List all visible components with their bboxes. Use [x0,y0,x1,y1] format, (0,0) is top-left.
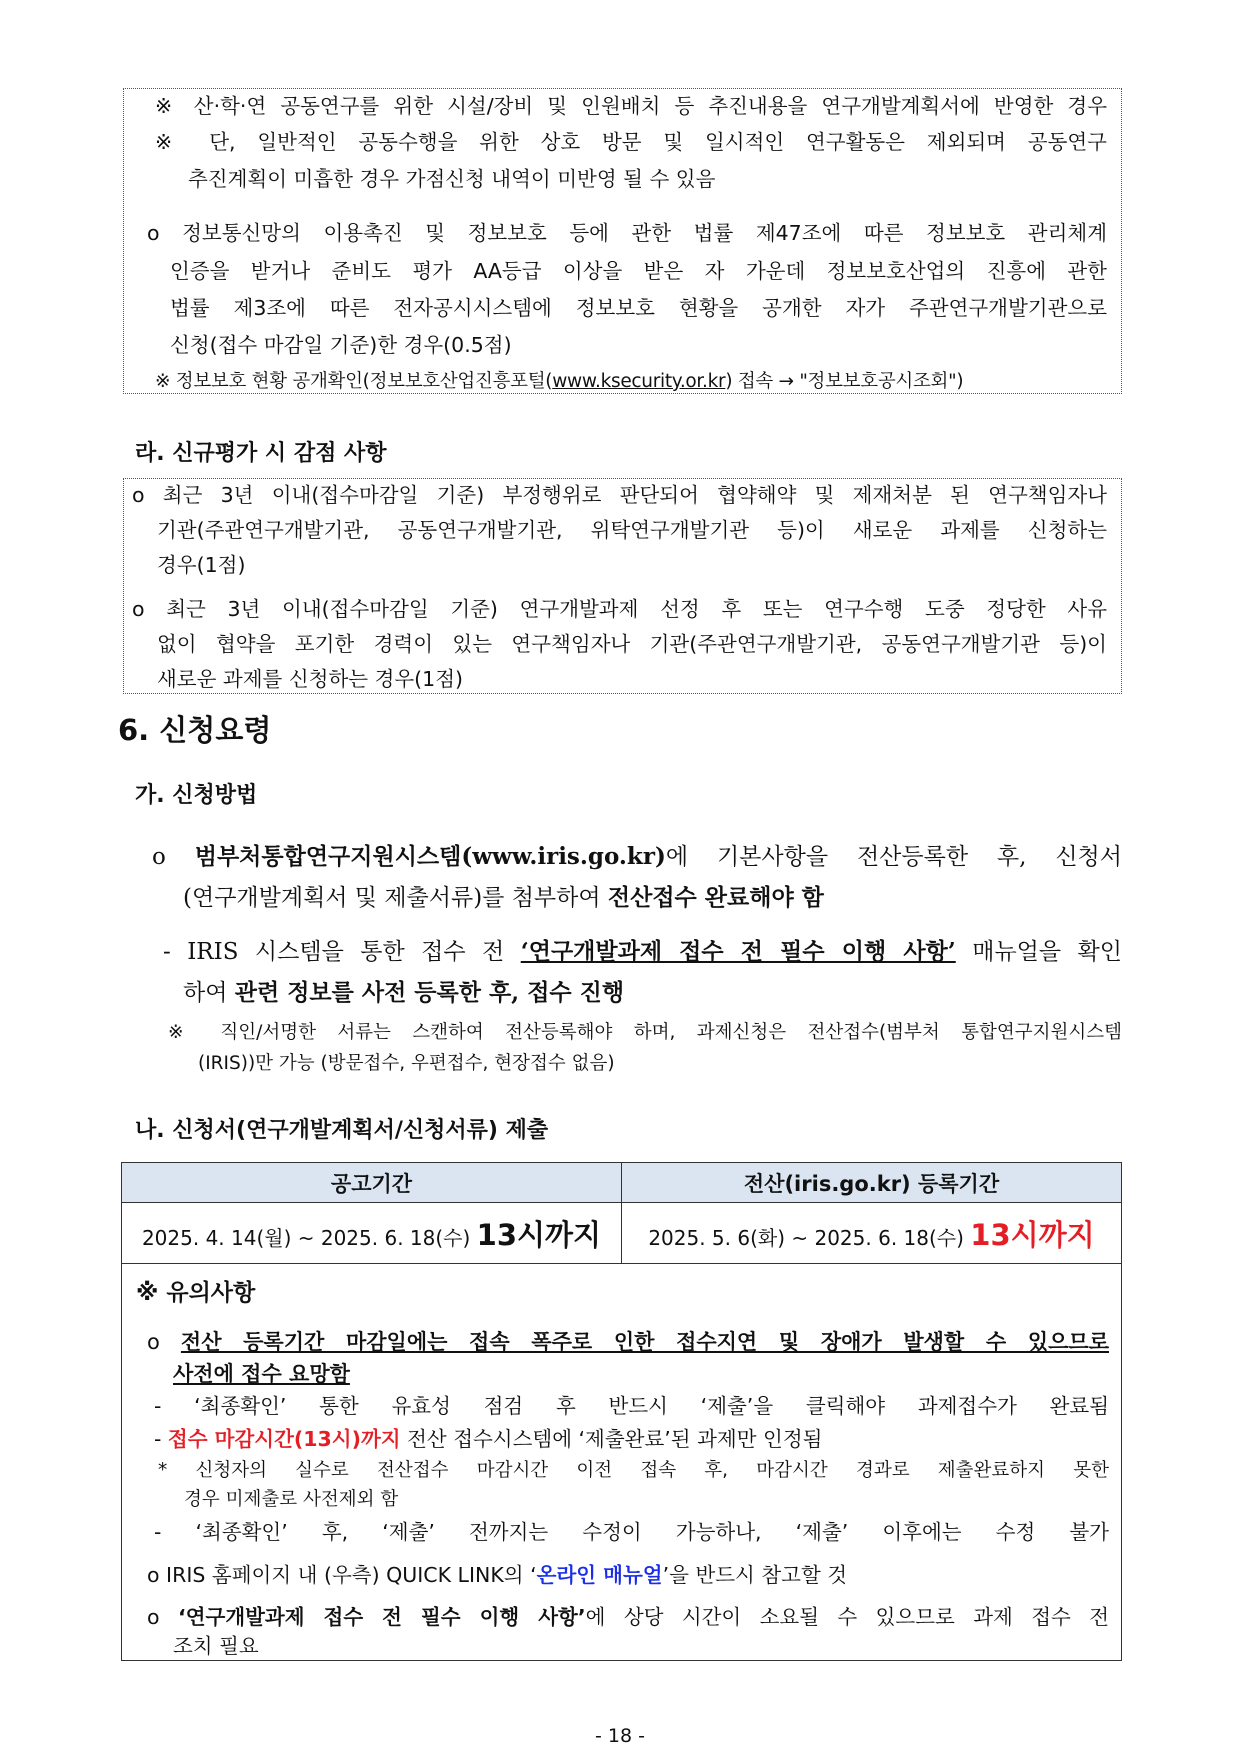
online-manual-link: 온라인 매뉴얼 [536,1563,663,1587]
registration-period: 2025. 5. 6(화) ~ 2025. 6. 18(수) 13시까지 [622,1203,1122,1264]
header-registration-period: 전산(iris.go.kr) 등록기간 [622,1163,1122,1203]
iris-system-name: 범부처통합연구지원시스템(www.iris.go.kr) [194,843,666,870]
note-2: - ‘최종확인’ 통한 유효성 점검 후 반드시 ‘제출’을 클릭해야 과제접수가 완료됨 [154,1394,1109,1418]
method-para4: 하여 관련 정보를 사전 등록한 후, 접수 진행 [183,979,625,1006]
box1-line3: 추진계획이 미흡한 경우 가점신청 내역이 미반영 될 수 있음 [188,167,716,191]
page-number: - 18 - [595,1725,645,1747]
section-title: 6. 신청요령 [118,713,272,747]
box1-line7: 신청(접수 마감일 기준)한 경우(0.5점) [170,333,512,357]
note-7: o ‘연구개발과제 접수 전 필수 이행 사항’에 상당 시간이 소요될 수 있으므로 과제 접수 전 [147,1605,1110,1629]
box1-line5: 인증을 받거나 준비도 평가 AA등급 이상을 받은 자 가운데 정보보호산업의 진흥에 관한 [170,259,1107,283]
essential-items-manual: ‘연구개발과제 접수 전 필수 이행 사항’ [520,938,956,965]
announcement-period: 2025. 4. 14(월) ~ 2025. 6. 18(수) 13시까지 [122,1203,622,1264]
header-announcement-period: 공고기간 [122,1163,622,1203]
heading-submission: 나. 신청서(연구개발계획서/신청서류) 제출 [135,1118,549,1143]
box2-line1: o 최근 3년 이내(접수마감일 기준) 부정행위로 판단되어 협약해약 및 제재처분 된 연구책임자나 [132,483,1107,507]
box1-line2: ※ 단, 일반적인 공동수행을 위한 상호 방문 및 일시적인 연구활동은 제외되며 공동연구 [155,130,1107,154]
box2-line4: o 최근 3년 이내(접수마감일 기준) 연구개발과제 선정 후 또는 연구수행 도중 정당한 사유 [132,597,1107,621]
box2-line5: 없이 협약을 포기한 경력이 있는 연구책임자나 기관(주관연구개발기관, 공동연구개발기관 등)이 [157,632,1107,656]
notes-title: ※ 유의사항 [136,1280,256,1306]
method-para3: - IRIS 시스템을 통한 접수 전 ‘연구개발과제 접수 전 필수 이행 사항’ 매뉴얼을 확인 [163,938,1122,965]
box2-line2: 기관(주관연구개발기관, 공동연구개발기관, 위탁연구개발기관 등)이 새로운 과제를 신청하는 [157,518,1107,542]
box1-line4: o 정보통신망의 이용촉진 및 정보보호 등에 관한 법률 제47조에 따른 정보보호 관리체계 [147,221,1107,245]
heading-deduction: 라. 신규평가 시 감점 사항 [135,441,387,466]
note-4b: 경우 미제출로 사전제외 함 [184,1489,399,1510]
note-7b: 조치 필요 [173,1634,259,1658]
submission-period-table [121,1162,1122,1661]
box2-line3: 경우(1점) [157,553,246,577]
note-3: - 접수 마감시간(13시)까지 전산 접수시스템에 ‘제출완료’된 과제만 인정됨 [154,1427,823,1451]
note-1: o 전산 등록기간 마감일에는 접속 폭주로 인한 접수지연 및 장애가 발생할 수 있으므로 [147,1330,1109,1354]
deduction-box [123,478,1122,694]
note-6: o IRIS 홈페이지 내 (우측) QUICK LINK의 ‘온라인 매뉴얼’을 반드시 참고할 것 [147,1563,848,1587]
box2-line6: 새로운 과제를 신청하는 경우(1점) [157,667,464,691]
box1-line6: 법률 제3조에 따른 전자공시시스템에 정보보호 현황을 공개한 자가 주관연구개발기관으로 [170,296,1107,320]
heading-method: 가. 신청방법 [135,783,258,808]
notes-cell [122,1264,1122,1661]
box1-line8: ※ 정보보호 현황 공개확인(정보보호산업진흥포털(www.ksecurity.or.kr) 접속 → "정보보호공시조회") [155,371,964,392]
ksecurity-link[interactable]: www.ksecurity.or.kr [552,371,726,392]
method-para2: (연구개발계획서 및 제출서류)를 첨부하여 전산접수 완료해야 함 [183,884,824,911]
method-note1: ※ 직인/서명한 서류는 스캔하여 전산등록해야 하며, 과제신청은 전산접수(범부처 통합연구지원시스템 [168,1022,1122,1043]
note-4: * 신청자의 실수로 전산접수 마감시간 이전 접속 후, 마감시간 경과로 제출완료하지 못한 [158,1460,1109,1481]
note-1b: 사전에 접수 요망함 [173,1362,350,1386]
method-note2: (IRIS))만 가능 (방문접수, 우편접수, 현장접수 없음) [198,1053,615,1074]
note-5: - ‘최종확인’ 후, ‘제출’ 전까지는 수정이 가능하나, ‘제출’ 이후에는 수정 불가 [154,1520,1109,1544]
box1-line1: ※ 산·학·연 공동연구를 위한 시설/장비 및 인원배치 등 추진내용을 연구개발계획서에 반영한 경우 [155,94,1107,118]
method-para1: o 범부처통합연구지원시스템(www.iris.go.kr)에 기본사항을 전산등록한 후, 신청서 [152,843,1122,870]
